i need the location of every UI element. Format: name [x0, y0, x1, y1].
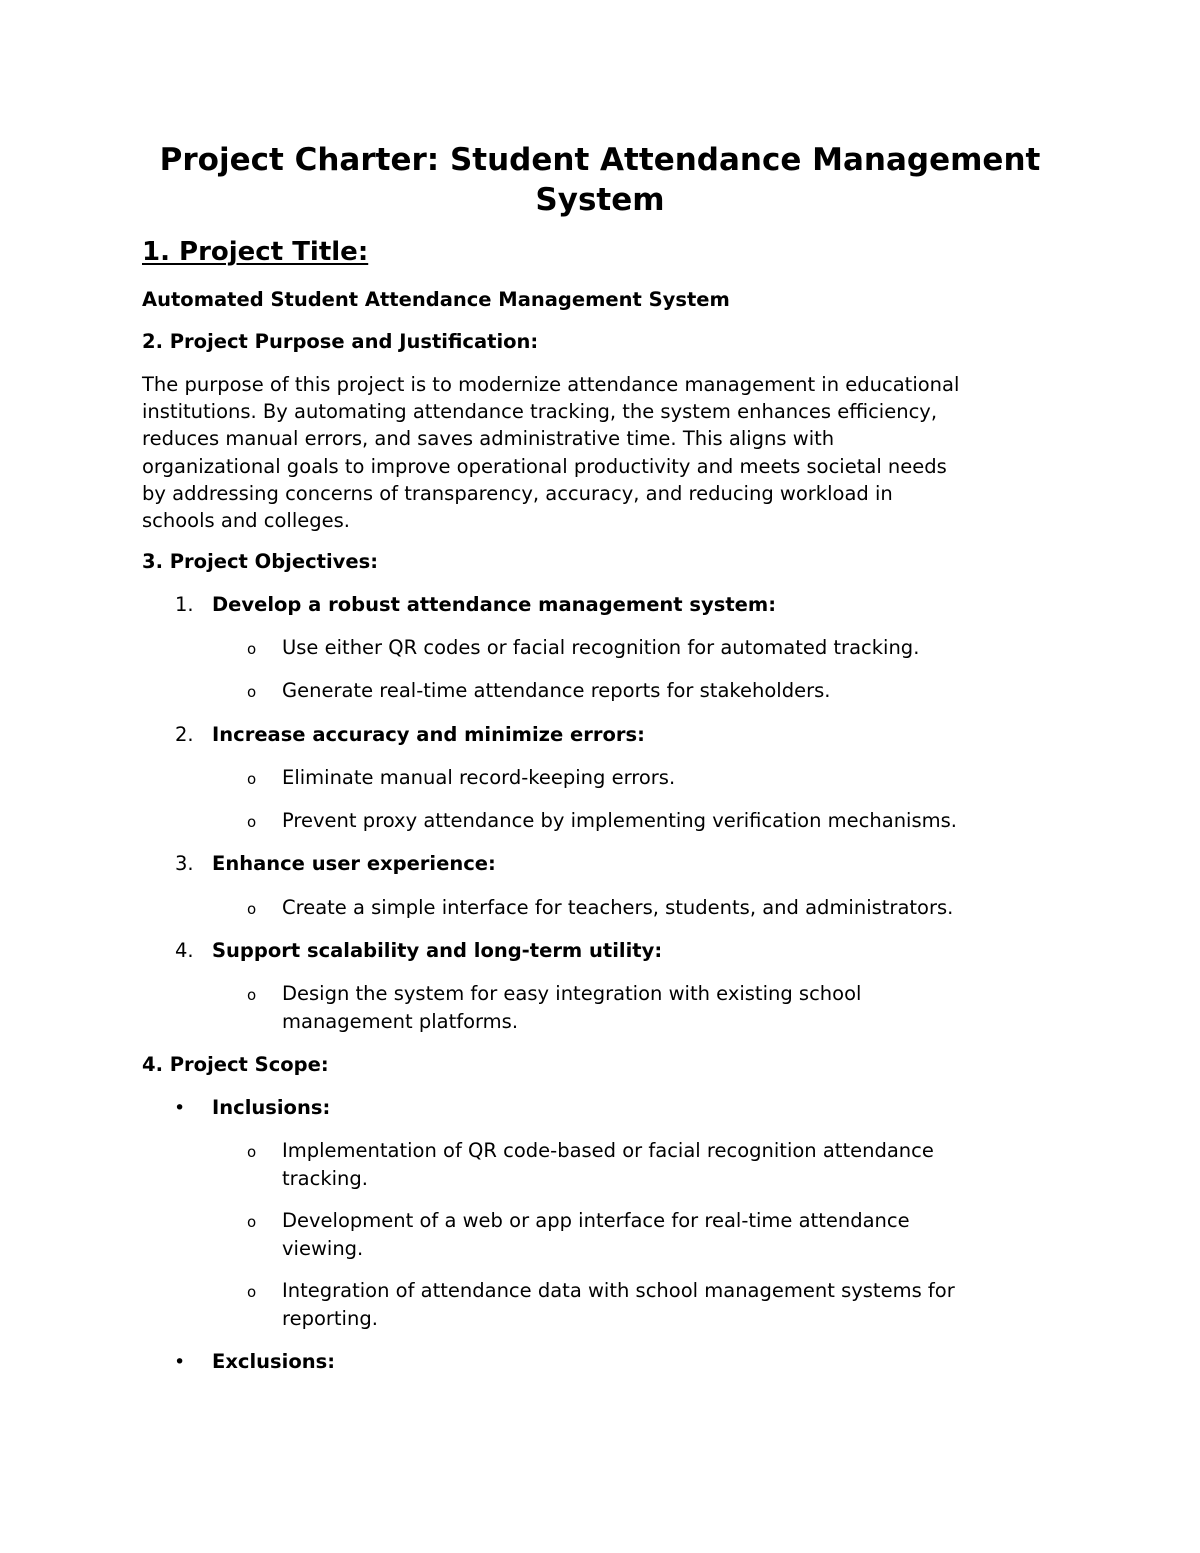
- purpose-line: reduces manual errors, and saves administrative time. This aligns with: [142, 427, 835, 451]
- section-heading-scope: 4. Project Scope:: [142, 1053, 329, 1076]
- purpose-line: organizational goals to improve operational productivity and meets societal needs: [142, 454, 947, 478]
- purpose-line: schools and colleges.: [142, 509, 350, 533]
- objective-subitem: Eliminate manual record-keeping errors.: [282, 766, 676, 789]
- sub-bullet-icon: o: [247, 1143, 257, 1161]
- inclusion-item: [282, 1137, 1062, 1193]
- section-heading-project-title: 1. Project Title:: [142, 237, 369, 267]
- inclusion-item: [282, 1277, 1062, 1333]
- sub-bullet-icon: o: [247, 1213, 257, 1231]
- objective-number: 3.: [175, 852, 194, 875]
- section-heading-purpose: 2. Project Purpose and Justification:: [142, 330, 539, 353]
- inclusion-item-line: reporting.: [282, 1307, 378, 1330]
- section-heading-objectives: 3. Project Objectives:: [142, 550, 378, 573]
- inclusion-item-line: Implementation of QR code-based or facial recognition attendance: [282, 1139, 934, 1162]
- sub-bullet-icon: o: [247, 900, 257, 918]
- objective-subitem: [282, 980, 1062, 1036]
- inclusion-item-line: tracking.: [282, 1167, 368, 1190]
- objective-label: Increase accuracy and minimize errors:: [212, 723, 645, 746]
- bullet-icon: •: [174, 1097, 186, 1119]
- objective-subitem-line: Design the system for easy integration with existing school: [282, 982, 862, 1005]
- sub-bullet-icon: o: [247, 640, 257, 658]
- objective-number: 4.: [175, 939, 194, 962]
- sub-bullet-icon: o: [247, 770, 257, 788]
- objective-subitem: Use either QR codes or facial recognition for automated tracking.: [282, 636, 920, 659]
- inclusion-item-line: Integration of attendance data with school management systems for: [282, 1279, 955, 1302]
- objective-number: 2.: [175, 723, 194, 746]
- objective-label: Support scalability and long-term utility:: [212, 939, 663, 962]
- purpose-line: institutions. By automating attendance tracking, the system enhances efficiency,: [142, 400, 938, 424]
- document-title: Project Charter: Student Attendance Management System: [159, 142, 1041, 218]
- objective-subitem: Create a simple interface for teachers, students, and administrators.: [282, 896, 954, 919]
- inclusion-item: [282, 1207, 1062, 1263]
- sub-bullet-icon: o: [247, 986, 257, 1004]
- objective-number: 1.: [175, 593, 194, 616]
- sub-bullet-icon: o: [247, 813, 257, 831]
- purpose-line: The purpose of this project is to modernize attendance management in educational: [142, 373, 960, 396]
- purpose-line: by addressing concerns of transparency, accuracy, and reducing workload in: [142, 481, 893, 505]
- project-title-value: Automated Student Attendance Management System: [142, 288, 730, 311]
- sub-bullet-icon: o: [247, 683, 257, 701]
- objective-label: Develop a robust attendance management system:: [212, 593, 777, 616]
- objective-subitem-line: management platforms.: [282, 1010, 519, 1033]
- sub-bullet-icon: o: [247, 1283, 257, 1301]
- exclusions-label: Exclusions:: [212, 1350, 335, 1373]
- inclusion-item-line: viewing.: [282, 1237, 364, 1260]
- objective-subitem: Prevent proxy attendance by implementing verification mechanisms.: [282, 809, 957, 832]
- purpose-paragraph: [142, 371, 959, 534]
- objective-label: Enhance user experience:: [212, 852, 496, 875]
- inclusions-label: Inclusions:: [212, 1096, 331, 1119]
- bullet-icon: •: [174, 1351, 186, 1373]
- objective-subitem: Generate real-time attendance reports for stakeholders.: [282, 679, 831, 702]
- inclusion-item-line: Development of a web or app interface for real-time attendance: [282, 1209, 910, 1232]
